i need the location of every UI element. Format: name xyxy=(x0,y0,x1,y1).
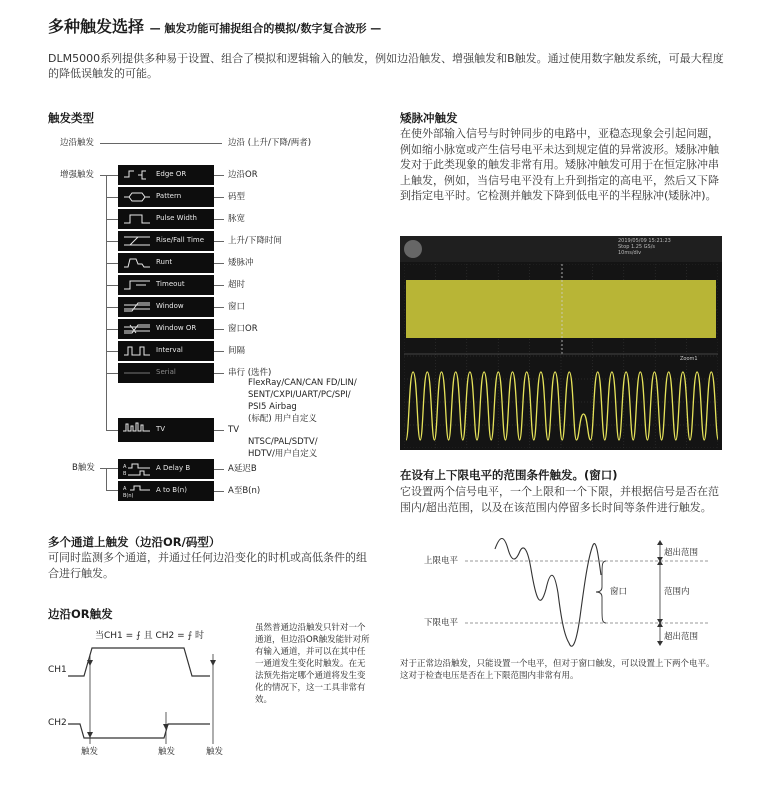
trigger-a-to-bn: A B(n) A to B(n) xyxy=(118,481,214,501)
trigger-type-rise-fall-time: Rise/Fall Time xyxy=(118,231,214,251)
trigger-desc-6: 窗口 xyxy=(228,302,246,312)
ch1-label: CH1 xyxy=(48,665,67,675)
trigger-type-edge-or: Edge OR xyxy=(118,165,214,185)
edge-or-heading: 边沿OR触发 xyxy=(48,607,113,621)
b-trigger-label: B触发 xyxy=(72,463,95,473)
in-range-label: 范围内 xyxy=(664,587,690,597)
trigger-arrow-icon xyxy=(87,732,93,738)
runt-text: 在使外部输入信号与时钟同步的电路中，亚稳态现象会引起问题，例如缩小脉宽或产生信号电平未达到规定值的异常波形。矮脉冲触发对于此类现象的触发非常有用。矮脉冲触发可用于在恒定脉冲串上触发，例如，当信号电平没有上升到指定的高电平，然后又下降到指定电平时。它检测并触发下降到低电平的半程脉冲(矮脉冲)。 xyxy=(400,127,719,202)
trigger-type-pattern: Pattern xyxy=(118,187,214,207)
trigger-type-interval: Interval xyxy=(118,341,214,361)
compressed-pulse-train xyxy=(406,280,716,338)
trigger-type-pulse-width: Pulse Width xyxy=(118,209,214,229)
trigger-desc-3: 上升/下降时间 xyxy=(228,236,282,246)
trigger-type-window-or: Window OR xyxy=(118,319,214,339)
a-to-bn-desc: A至B(n) xyxy=(228,486,261,496)
zoom-label: Zoom1 xyxy=(680,356,698,362)
interval-icon xyxy=(122,344,152,358)
scope-status-bar xyxy=(400,236,722,262)
pulse-width-icon xyxy=(122,212,152,226)
edge-trigger-desc: 边沿 (上升/下降/两者) xyxy=(228,138,312,148)
a-to-bn-icon xyxy=(122,484,152,498)
multi-channel-heading: 多个通道上触发（边沿OR/码型） xyxy=(48,535,221,549)
trigger-tv: TV xyxy=(118,418,214,442)
signal-waveform xyxy=(495,539,601,647)
intro-text: DLM5000系列提供多种易于设置、组合了模拟和逻辑输入的触发，例如边沿触发、增强触发和B触发。通过使用数字触发系统，可最大程度的降低误触发的可能。 xyxy=(48,52,724,80)
svg-text:B(n): B(n) xyxy=(123,493,134,498)
serial-icon xyxy=(122,366,152,380)
a-delay-b-icon xyxy=(122,462,152,476)
tv-icon xyxy=(122,421,152,435)
lower-level-label: 下限电平 xyxy=(424,618,459,628)
trigger-label-2: 触发 xyxy=(158,747,176,757)
window-or-icon xyxy=(122,322,152,336)
runt-icon xyxy=(122,256,152,270)
trigger-label-3: 触发 xyxy=(206,747,224,757)
trigger-arrow-icon xyxy=(163,724,169,730)
upper-level-label: 上限电平 xyxy=(424,556,459,566)
scope-status-text: 2019/05/09 15:21:23 Stop 1.25 GS/s 10ms/div xyxy=(618,238,671,256)
edge-trigger-label: 边沿触发 xyxy=(60,138,95,148)
trigger-desc-9: 串行 (选件) xyxy=(228,368,272,378)
ch2-label: CH2 xyxy=(48,718,67,728)
page-title: 多种触发选择 — 触发功能可捕捉组合的模拟/数字复合波形 — xyxy=(48,17,382,36)
window-text: 它设置两个信号电平，一个上限和一个下限，并根据信号是否在范围内/超出范围，以及在该范围内停留多长时间等条件进行触发。 xyxy=(400,485,719,514)
zoomed-clock-waveform xyxy=(406,372,718,440)
runt-heading: 矮脉冲触发 xyxy=(400,111,458,125)
scope-screen xyxy=(404,264,718,448)
trigger-desc-5: 超时 xyxy=(228,280,246,290)
trigger-label-1: 触发 xyxy=(81,747,99,757)
tv-detail: NTSC/PAL/SDTV/ HDTV/用户自定义 xyxy=(248,437,318,459)
trigger-desc-1: 码型 xyxy=(228,192,246,202)
serial-detail: FlexRay/CAN/CAN FD/LIN/ SENT/CXPI/UART/PC/SPI/ PSI5 Airbag (标配) 用户自定义 xyxy=(248,378,357,424)
pattern-icon xyxy=(122,190,152,204)
trigger-desc-8: 间隔 xyxy=(228,346,246,356)
trigger-a-delay-b: A B A Delay B xyxy=(118,459,214,479)
window-brace xyxy=(596,561,606,623)
edge-or-timing-diagram xyxy=(60,640,250,752)
window-caption: 对于正常边沿触发，只能设置一个电平，但对于窗口触发，可以设置上下两个电平。这对于检查电压是否在上下限范围内非常有用。 xyxy=(400,659,715,681)
trigger-type-window: Window xyxy=(118,297,214,317)
trigger-type-timeout: Timeout xyxy=(118,275,214,295)
edge-or-icon xyxy=(122,168,152,182)
out-of-range-bottom-label: 超出范围 xyxy=(664,632,699,642)
timeout-icon xyxy=(122,278,152,292)
a-delay-b-desc: A延迟B xyxy=(228,464,257,474)
svg-text:A: A xyxy=(123,486,127,492)
window-label: 窗口 xyxy=(610,587,628,597)
multi-channel-text: 可同时监测多个通道，并通过任何边沿变化的时机或高低条件的组合进行触发。 xyxy=(48,551,367,580)
trigger-type-runt: Runt xyxy=(118,253,214,273)
trigger-arrow-icon xyxy=(210,660,216,666)
rise-fall-icon xyxy=(122,234,152,248)
trigger-desc-7: 窗口OR xyxy=(228,324,258,334)
trigger-type-serial: Serial xyxy=(118,363,214,383)
svg-text:A: A xyxy=(123,464,127,470)
enhanced-trigger-label: 增强触发 xyxy=(60,170,95,180)
svg-text:B: B xyxy=(123,471,127,476)
page-subtitle: — 触发功能可捕捉组合的模拟/数字复合波形 — xyxy=(149,22,382,35)
window-icon xyxy=(122,300,152,314)
scope-logo-icon xyxy=(404,240,422,258)
trigger-desc-2: 脉宽 xyxy=(228,214,246,224)
tv-desc: TV xyxy=(228,425,240,435)
trigger-desc-0: 边沿OR xyxy=(228,170,258,180)
trigger-desc-4: 矮脉冲 xyxy=(228,258,254,268)
trigger-types-heading: 触发类型 xyxy=(48,111,94,125)
out-of-range-top-label: 超出范围 xyxy=(664,548,699,558)
oscilloscope-screenshot xyxy=(400,236,722,450)
window-heading: 在设有上下限电平的范围条件触发。(窗口) xyxy=(400,468,618,482)
edge-or-condition: 当CH1 = ⨍ 且 CH2 = ⨍ 时 xyxy=(95,631,205,641)
edge-or-note: 虽然普通边沿触发只针对一个通道，但边沿OR触发能针对所有输入通道，并可以在其中任一通道发生变化时触发。在无法预先指定哪个通道将发生变化的情况下，这一工具非常有效。 xyxy=(255,623,370,705)
